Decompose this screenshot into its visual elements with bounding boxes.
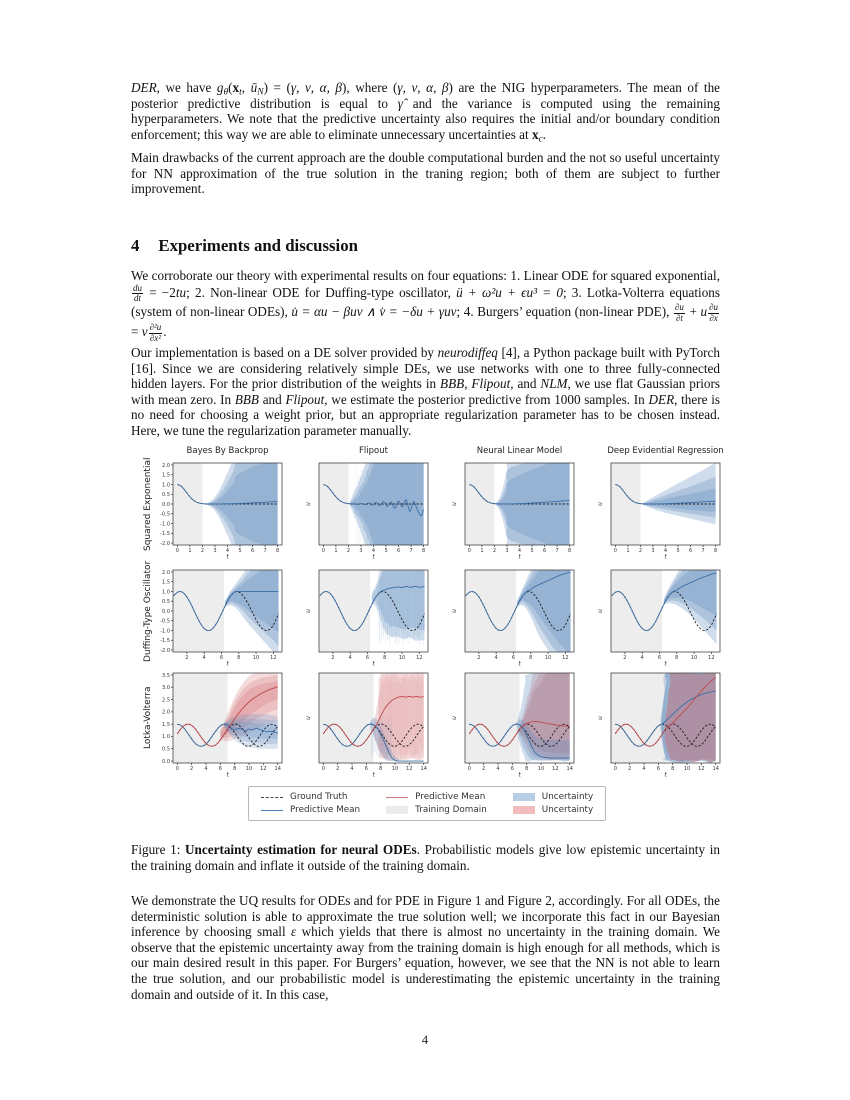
paragraph-der-hyperparameters: DER, we have $g_\theta(x_t$, $ū_N) = (\gamma$, ν, α, β), where (γ, ν, α, β) are the NIG hyperparameters. The mean of the posterior predictive distribution is equal to γ̂ and the variance is computed using the remaining hyperparameters. We note that the predictive uncertainty also requires the initial and/or boundary condition enforcement; this way we are able to eliminate unnecessary uncertainties at $x_c$. — [131, 80, 721, 145]
plot-duffing-der — [595, 567, 723, 667]
legend-label: Predictive Mean — [415, 792, 486, 802]
plot-lotka-volterra-nlm — [449, 670, 577, 778]
paragraph-results: We demonstrate the UQ results for ODEs and for PDE in Figure 1 and Figure 2, accordingly. For all ODEs, the deterministic solution is able to approximate the true solution well; we incorporate this fact in our Bayesian inference by choosing small ε which yields that there is almost no uncertainty in the training domain. We observe that the epistemic uncertainty away from the training domain is high enough for all methods, which is our main desired result in this paper. For Burgers’ equation, however, we see that the NN is not able to learn the true solution, and our probabilistic model is underestimating the epistemic uncertainty in the training domain and outside of it. In this case, — [131, 893, 720, 1002]
figure-legend — [248, 786, 606, 821]
plot-lotka-volterra-flipout — [303, 670, 431, 778]
plot-lotka-volterra-der — [595, 670, 723, 778]
row-label-duffing: Duffing-Type Oscillator — [143, 560, 153, 662]
row-label-lotka-volterra: Lotka-Volterra — [143, 686, 153, 750]
column-title-bbb: Bayes By Backprop — [186, 446, 269, 456]
section-title: Experiments and discussion — [158, 236, 358, 255]
column-title-der: Deep Evidential Regression — [607, 446, 724, 456]
legend-label: Uncertainty — [541, 805, 594, 815]
legend-swatch-patch-pink — [513, 806, 535, 814]
legend-item — [513, 792, 593, 802]
plot-squared-exponential-flipout — [303, 460, 431, 560]
plot-lotka-volterra-bbb — [157, 670, 285, 778]
plot-duffing-flipout — [303, 567, 431, 667]
legend-swatch-patch-gray — [386, 806, 408, 814]
legend-swatch-patch-blue — [513, 793, 535, 801]
plot-squared-exponential-der — [595, 460, 723, 560]
plot-duffing-bbb — [157, 567, 285, 667]
legend-label: Uncertainty — [541, 792, 594, 802]
legend-item — [513, 805, 593, 815]
legend-swatch-dash — [261, 797, 283, 798]
column-title-nlm: Neural Linear Model — [476, 446, 563, 456]
legend-label: Ground Truth — [290, 792, 348, 802]
figure-caption: Figure 1: Uncertainty estimation for neural ODEs. Probabilistic models give low epistemic uncertainty in the training domain and inflate it outside of the training domain. — [131, 842, 720, 873]
legend-item — [386, 805, 487, 815]
plot-duffing-nlm — [449, 567, 577, 667]
paragraph-equations: We corroborate our theory with experimental results on four equations: 1. Linear ODE for squared exponential, $\frac{du}{dt}$ = −2tu; 2. Non-linear ODE for Duffing-type oscillator, ü + ω²u + ϵu³ = 0; 3. Lotka-Volterra equations (system of non-linear ODEs), u̇ = αu − βuv ∧ v̇ = −δu + γuv; 4. Burgers’ equation (non-linear PDE), $\frac{\partial u}{\partial t}$ + u $\frac{\partial u}{\partial x}$ = ν $\frac{\text{∂²u}}{\text{∂x²}}$ . — [131, 268, 721, 343]
legend-item — [386, 792, 487, 802]
legend-swatch-line-blue — [261, 810, 283, 811]
legend-label: Training Domain — [415, 805, 487, 815]
legend-swatch-line-red — [386, 797, 408, 798]
column-title-flipout: Flipout — [359, 446, 388, 456]
legend-label: Predictive Mean — [290, 805, 361, 815]
paragraph-implementation: Our implementation is based on a DE solver provided by neurodiffeq [4], a Python package built with PyTorch [16]. Since we are considering relatively simple DEs, we use networks with one to three fully-connected hidden layers. For the prior distribution of the weights in BBB, Flipout, and NLM, we use flat Gaussian priors with mean zero. In BBB and Flipout, we estimate the posterior predictive from 1000 samples. In DER, there is no need for choosing a weight prior, but an appropriate regularization parameter has to be chosen instead. Here, we tune the regularization parameter manually. — [131, 345, 721, 438]
plot-squared-exponential-nlm — [449, 460, 577, 560]
legend-item — [261, 805, 360, 815]
paragraph-drawbacks: Main drawbacks of the current approach are the double computational burden and the not so useful uncertainty for NN approximation of the true solution in the traning region; both of them are subject to further improvement. — [131, 150, 720, 197]
page-number: 4 — [421, 1033, 429, 1047]
row-label-squared-exponential: Squared Exponential — [143, 457, 153, 551]
legend-item — [261, 792, 360, 802]
section-number: 4 — [131, 236, 140, 255]
plot-squared-exponential-bbb — [157, 460, 285, 560]
